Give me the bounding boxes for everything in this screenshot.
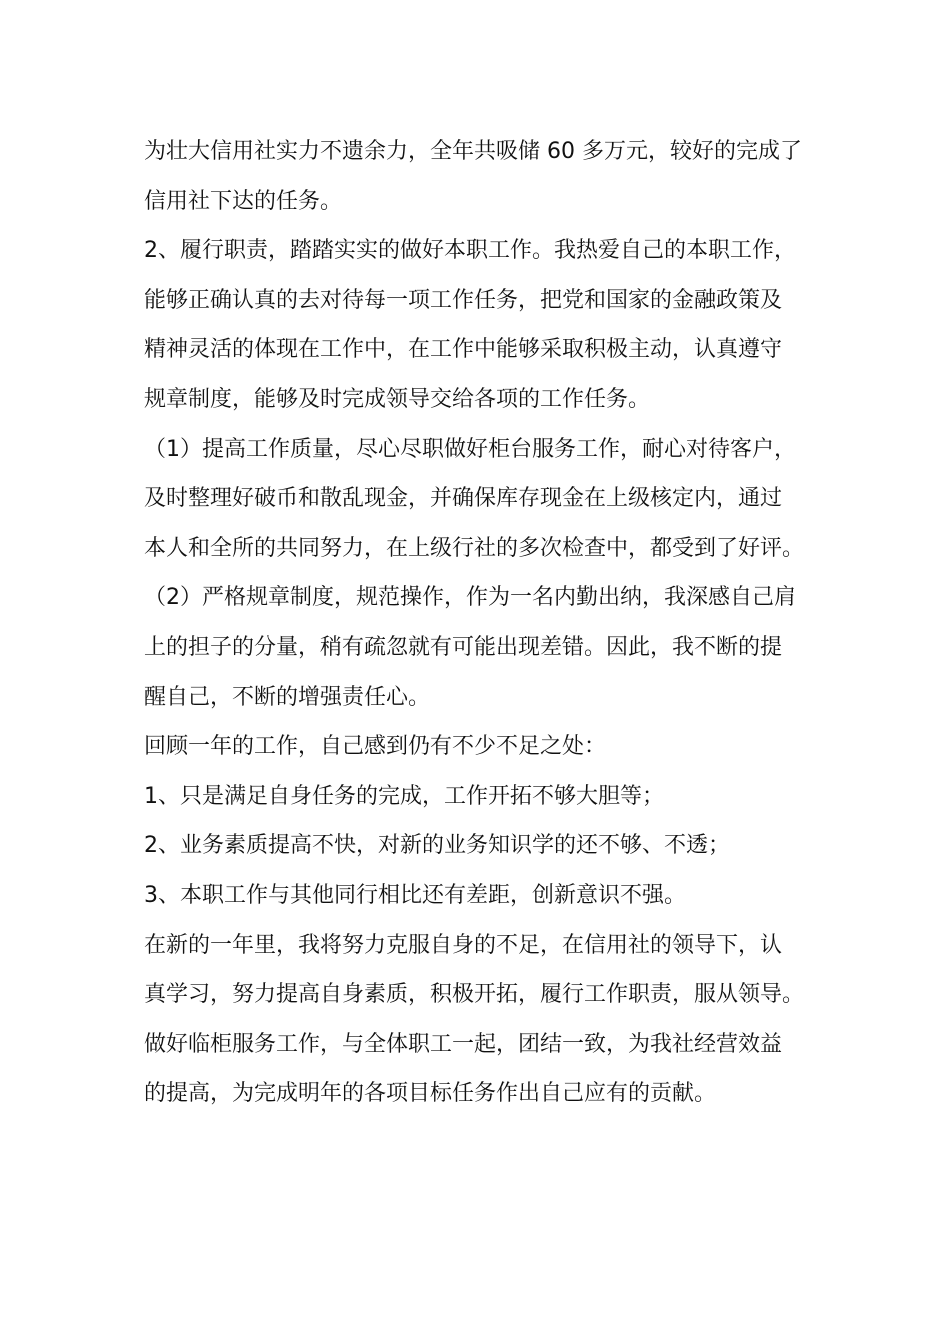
paragraph-shortcoming-2 bbox=[144, 821, 824, 871]
text-line: 在新的一年里，我将努力克服自身的不足，在信用社的领导下，认 bbox=[144, 932, 783, 958]
text-line: 3、本职工作与其他同行相比还有差距，创新意识不强。 bbox=[144, 882, 686, 908]
text-line: 回顾一年的工作，自己感到仍有不少不足之处： bbox=[144, 734, 607, 760]
paragraph-shortcoming-3 bbox=[144, 871, 824, 921]
paragraph-shortcoming-1 bbox=[144, 772, 824, 822]
paragraph-duties bbox=[144, 226, 824, 424]
text-line: 的提高，为完成明年的各项目标任务作出自己应有的贡献。 bbox=[144, 1081, 717, 1107]
text-line: 及时整理好破币和散乱现金，并确保库存现金在上级核定内，通过 bbox=[144, 486, 783, 512]
text-line: 信用社下达的任务。 bbox=[144, 188, 343, 214]
text-line: 规章制度，能够及时完成领导交给各项的工作任务。 bbox=[144, 386, 651, 412]
text-line: 真学习，努力提高自身素质，积极开拓，履行工作职责，服从领导。 bbox=[144, 982, 805, 1008]
text-line: 上的担子的分量，稍有疏忽就有可能出现差错。因此，我不断的提 bbox=[144, 634, 783, 660]
text-line: 本人和全所的共同努力，在上级行社的多次检查中，都受到了好评。 bbox=[144, 535, 805, 561]
paragraph-new-year bbox=[144, 921, 824, 1119]
text-line: 精神灵活的体现在工作中，在工作中能够采取积极主动，认真遵守 bbox=[144, 337, 783, 363]
text-line: （1）提高工作质量，尽心尽职做好柜台服务工作，耐心对待客户， bbox=[144, 436, 796, 462]
text-line: 醒自己，不断的增强责任心。 bbox=[144, 684, 431, 710]
document-body bbox=[144, 127, 824, 1119]
paragraph-savings-intro bbox=[144, 127, 824, 226]
paragraph-quality bbox=[144, 425, 824, 574]
text-line: 做好临柜服务工作，与全体职工一起，团结一致，为我社经营效益 bbox=[144, 1031, 783, 1057]
paragraph-review bbox=[144, 722, 824, 772]
text-line: 2、履行职责，踏踏实实的做好本职工作。我热爱自己的本职工作， bbox=[144, 238, 796, 264]
text-line: 能够正确认真的去对待每一项工作任务，把党和国家的金融政策及 bbox=[144, 287, 783, 313]
text-line: 1、只是满足自身任务的完成，工作开拓不够大胆等； bbox=[144, 783, 664, 809]
paragraph-rules bbox=[144, 573, 824, 722]
text-line: 2、业务素质提高不快，对新的业务知识学的还不够、不透； bbox=[144, 833, 730, 859]
text-line: （2）严格规章制度，规范操作，作为一名内勤出纳，我深感自己肩 bbox=[144, 585, 796, 611]
text-line: 为壮大信用社实力不遗余力，全年共吸储 60 多万元，较好的完成了 bbox=[144, 139, 802, 164]
